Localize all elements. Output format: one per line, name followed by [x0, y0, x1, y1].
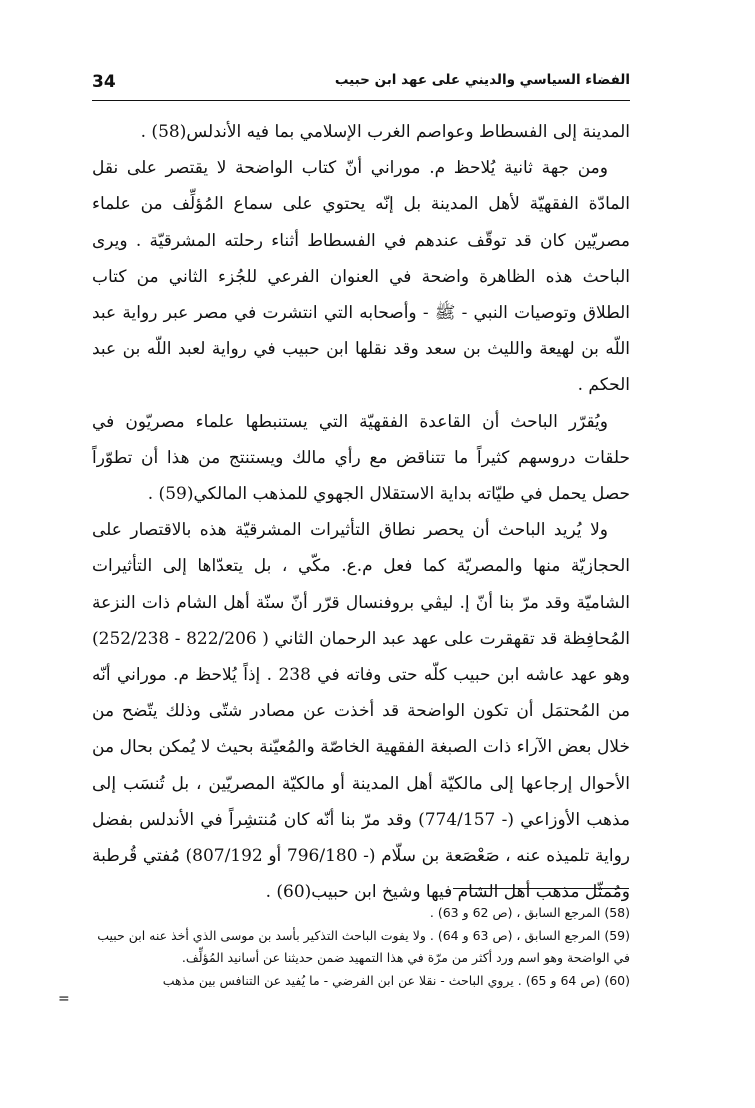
continuation-mark: =	[58, 991, 70, 1007]
footnote: (60) (ص 64 و 65) . يروي الباحث - نقلا عن ابن الفرضي - ما يُفيد عن التنافس بين مذهب	[162, 973, 630, 988]
page-number: 34	[92, 72, 116, 92]
paragraph: ويُقرّر الباحث أن القاعدة الفقهيّة التي يستنبطها علماء مصريّون في حلقات دروسهم كثيراً ما تتناقض مع رأي مالك ويستنتج من هذا أن تطوّراً حصل يحمل في طيّاته بداية الاستقلال الجهوي للمذهب المالكي(59) .	[92, 411, 630, 505]
footnote: (59) المرجع السابق ، (ص 63 و 64) . ولا يفوت الباحث التذكير بأسد بن موسى الذي أخذ عنه ابن حبيب في الواضحة وهو اسم ورد أكثر من مرّة في هذا التمهيد ضمن حديثنا عن أسانيد المُؤلِّف.	[97, 928, 630, 965]
running-title: الفضاء السياسي والديني على عهد ابن حبيب	[334, 72, 630, 88]
page-header	[92, 70, 630, 101]
paragraph: المدينة إلى الفسطاط وعواصم الغرب الإسلامي بما فيه الأندلس(58) .	[140, 122, 630, 142]
footnotes	[92, 902, 630, 993]
paragraph: ولا يُريد الباحث أن يحصر نطاق التأثيرات المشرقيّة هذه بالاقتصار على الحجازيّة منها والمصريّة كما فعل م.ع. مكّي ، بل يتعدّاها إلى التأثيرات الشاميّة وقد مرّ بنا أنّ إ. ليڤي بروفنسال قرّر أنّ سنّة أهل الشام ذات النزعة المُحافِظة قد تقهقرت على عهد عبد الرحمان الثاني ( 822/206 - 252/238) وهو عهد عاشه ابن حبيب كلّه حتى وفاته في 238 . إذاً يُلاحظ م. موراني أنّه من المُحتمَل أن تكون الواضحة قد أخذت عن مصادر شتّى وذلك يتّضح من خلال بعض الآراء ذات الصبغة الفقهية الخاصّة والمُعيّنة بحيث لا يُمكن بحال من الأحوال إرجاعها إلى مالكيّة أهل المدينة أو مالكيّة المصريّين ، بل تُنسَب إلى مذهب الأوزاعي (- 774/157) وقد مرّ بنا أنّه كان مُنتشِراً في الأندلس بفضل رواية تلميذه عنه ، صَعْصَعة بن سلّام (- 796/180 أو 807/192) مُفتي قُرطبة ومُمثّل مذهب أهل الشام فيها وشيخ ابن حبيب(60) .	[92, 520, 630, 903]
footnote-divider	[453, 888, 629, 889]
paragraph: ومن جهة ثانية يُلاحظ م. موراني أنّ كتاب الواضحة لا يقتصر على نقل المادّة الفقهيّة لأهل المدينة بل إنّه يحتوي على سماع المُؤلِّف من علماء مصريّين كان قد توقّف عندهم في الفسطاط أثناء رحلته المشرقيّة . ويرى الباحث هذه الظاهرة واضحة في العنوان الفرعي للجُزء الثاني من كتاب الطلاق وتوصيات النبي - ﷺ - وأصحابه التي انتشرت في مصر عبر رواية عبد اللّه بن لهيعة والليث بن سعد وقد نقلها ابن حبيب في رواية لعبد اللّه بن عبد الحكم .	[92, 158, 630, 396]
main-text	[92, 114, 630, 910]
footnote: (58) المرجع السابق ، (ص 62 و 63) .	[429, 905, 630, 920]
